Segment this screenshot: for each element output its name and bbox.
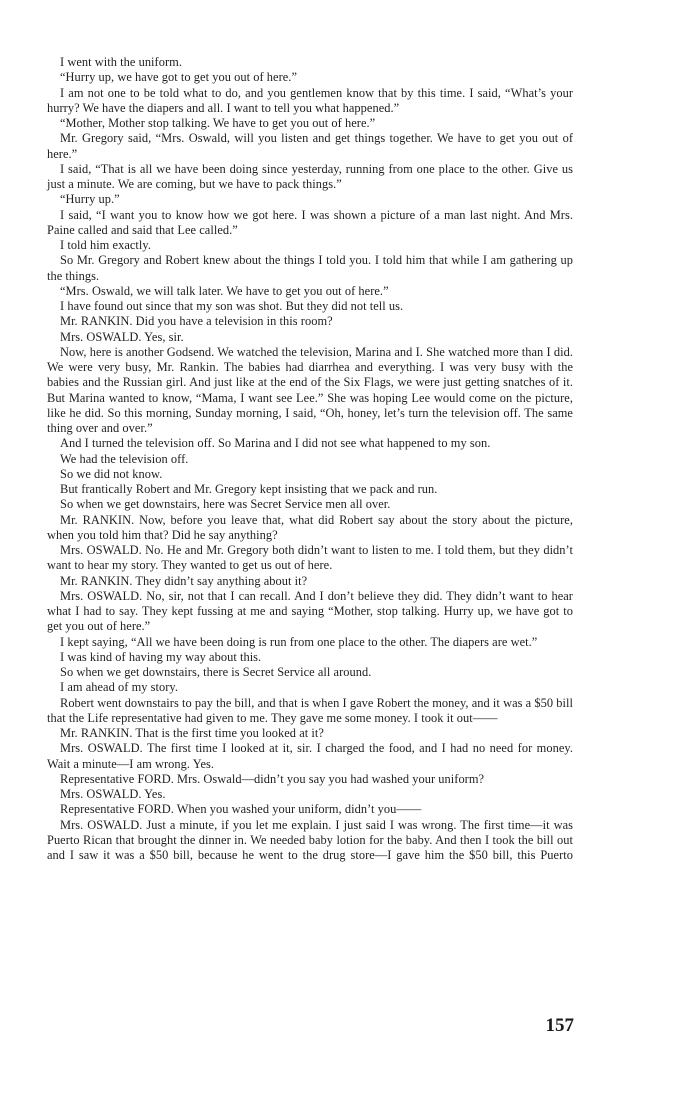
paragraph: Representative FORD. Mrs. Oswald—didn’t you say you had washed your uniform? — [60, 771, 485, 786]
paragraph: Mr. Gregory said, “Mrs. Oswald, will you listen and get things together. We have to get you out of here.” — [47, 131, 573, 161]
paragraph: Mrs. OSWALD. Yes, sir. — [60, 329, 184, 344]
paragraph: I kept saying, “All we have been doing is run from one place to the other. The diapers are wet.” — [60, 634, 538, 649]
page-number: 157 — [545, 1015, 574, 1036]
paragraph: I said, “That is all we have been doing since yesterday, running from one place to the other. Give us just a minute. We are coming, but we have to pack things.” — [47, 161, 573, 191]
paragraph: “Hurry up, we have got to get you out of here.” — [60, 70, 298, 85]
paragraph: I am ahead of my story. — [60, 680, 179, 695]
paragraph: Mrs. OSWALD. The first time I looked at it, sir. I charged the food, and I had no need for money. Wait a minute—I am wrong. Yes. — [47, 741, 573, 771]
paragraph: So Mr. Gregory and Robert knew about the things I told you. I told him that while I am gathering up the things. — [47, 253, 573, 283]
paragraph: I was kind of having my way about this. — [60, 649, 262, 664]
body-text — [47, 55, 573, 863]
paragraph: I am not one to be told what to do, and you gentlemen know that by this time. I said, “What’s your hurry? We have the diapers and all. I want to tell you what happened.” — [47, 85, 573, 115]
paragraph: Mrs. OSWALD. No, sir, not that I can recall. And I don’t believe they did. They didn’t want to hear what I had to say. They kept fussing at me and saying “Mother, stop talking. Hurry up, we have got to get you out of here.” — [47, 588, 573, 634]
paragraph: So when we get downstairs, here was Secret Service men all over. — [60, 497, 391, 512]
paragraph: Mr. RANKIN. Now, before you leave that, what did Robert say about the story about the picture, when you told him that? Did he say anything? — [47, 512, 573, 542]
paragraph: But frantically Robert and Mr. Gregory kept insisting that we pack and run. — [60, 482, 438, 496]
paragraph: I have found out since that my son was shot. But they did not tell us. — [60, 299, 404, 313]
paragraph: “Mother, Mother stop talking. We have to get you out of here.” — [60, 116, 376, 130]
paragraph: Mr. RANKIN. That is the first time you looked at it? — [60, 726, 324, 740]
paragraph: Mr. RANKIN. Did you have a television in this room? — [60, 314, 333, 329]
paragraph: Robert went downstairs to pay the bill, and that is when I gave Robert the money, and it was a $50 bill that the Life representative had given to me. They gave me some money. I took it out—— — [47, 695, 573, 725]
paragraph: Mrs. OSWALD. Yes. — [60, 787, 166, 801]
paragraph: And I turned the television off. So Marina and I did not see what happened to my son. — [60, 436, 491, 451]
paragraph: Mrs. OSWALD. Just a minute, if you let me explain. I just said I was wrong. The first time—it was Puerto Rican that brought the dinner in. We needed baby lotion for the baby. And then I took the bill out and I saw it was a $50 bill, because he went to the drug store—I gave him the $50 bill, this Puerto — [47, 817, 573, 862]
paragraph: Mr. RANKIN. They didn’t say anything about it? — [60, 573, 308, 588]
paragraph: I said, “I want you to know how we got here. I was shown a picture of a man last night. And Mrs. Paine called and said that Lee called.” — [47, 207, 573, 237]
paragraph: I told him exactly. — [60, 238, 151, 252]
paragraph: “Mrs. Oswald, we will talk later. We have to get you out of here.” — [60, 283, 389, 298]
paragraph: So when we get downstairs, there is Secret Service all around. — [60, 665, 372, 679]
paragraph: Mrs. OSWALD. No. He and Mr. Gregory both didn’t want to listen to me. I told them, but they didn’t want to hear my story. They wanted to get us out of here. — [47, 543, 573, 573]
paragraph: We had the television off. — [60, 451, 189, 466]
paragraph: Representative FORD. When you washed your uniform, didn’t you—— — [60, 802, 422, 817]
paragraph: Now, here is another Godsend. We watched the television, Marina and I. She watched more than I did. We were very busy, Mr. Rankin. The babies had diarrhea and everything. I was very busy with the babies and the Russian girl. And just like at the end of the Six Flags, we were just getting snatches of it. But Marina wanted to know, “Mama, I want see Lee.” She was hoping Lee would come on the picture, like he did. So this morning, Sunday morning, I said, “Oh, honey, let’s turn the television off. The same thing over and over.” — [47, 344, 573, 435]
paragraph: So we did not know. — [60, 466, 163, 481]
paragraph: “Hurry up.” — [60, 192, 120, 207]
paragraph: I went with the uniform. — [60, 55, 182, 69]
